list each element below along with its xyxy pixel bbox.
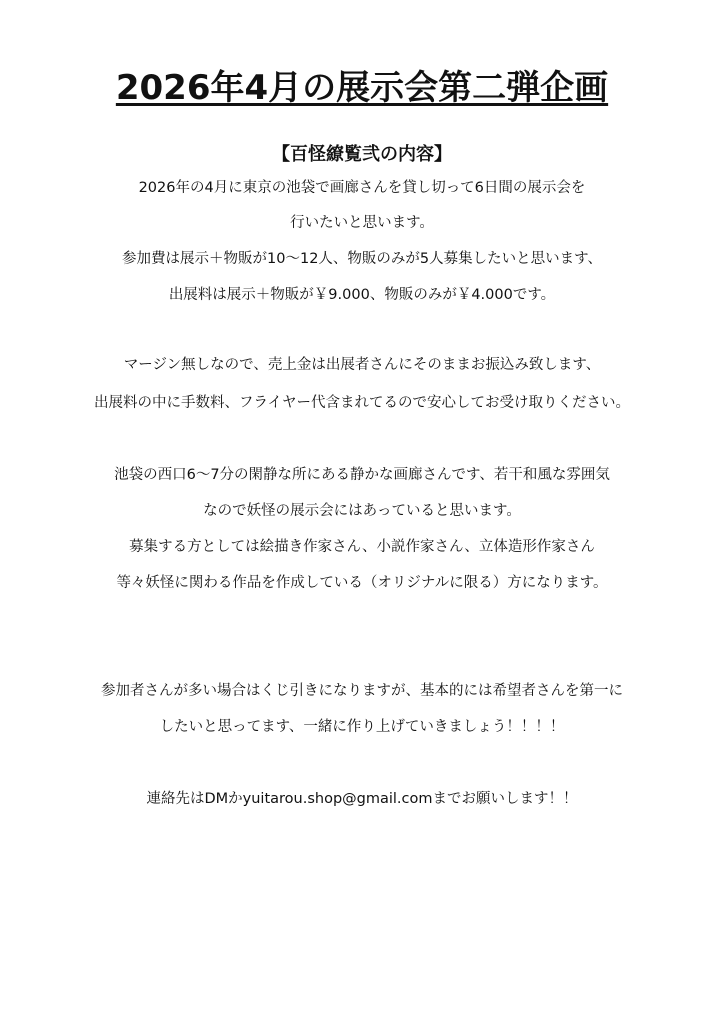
body-line-5: マージン無しなので、売上金は出展者さんにそのままお振込み致します、 [123, 357, 601, 373]
body-line-6: 出展料の中に手数料、フライヤー代含まれてるので安心してお受け取りください。 [93, 395, 631, 411]
body-line-11: 参加者さんが多い場合はくじ引きになりますが、基本的には希望者さんを第一に [101, 683, 623, 699]
body-line-8: なので妖怪の展示会にはあっていると思います。 [203, 503, 521, 519]
body-line-2: 行いたいと思います。 [290, 215, 434, 231]
document-title [0, 64, 724, 112]
section-heading: 【百怪繚覧弐の内容】 [272, 144, 452, 165]
body-line-3: 参加費は展示＋物販が10〜12人、物販のみが5人募集したいと思います、 [122, 251, 602, 267]
body-line-10: 等々妖怪に関わる作品を作成している（オリジナルに限る）方になります。 [116, 575, 608, 591]
document-title-text: 2026年4月の展示会第二弾企画 [115, 68, 609, 108]
body-line-7: 池袋の西口6〜7分の閑静な所にある静かな画廊さんです、若干和風な雰囲気 [114, 467, 610, 483]
body-line-9: 募集する方としては絵描き作家さん、小説作家さん、立体造形作家さん [129, 539, 595, 555]
body-line-1: 2026年の4月に東京の池袋で画廊さんを貸し切って6日間の展示会を [138, 180, 586, 196]
contact-line: 連絡先はDMかyuitarou.shop@gmail.comまでお願いします！！ [146, 791, 578, 807]
body-line-12: したいと思ってます、一緒に作り上げていきましょう！！！！ [159, 719, 565, 735]
body-line-4: 出展料は展示＋物販が￥9.000、物販のみが￥4.000です。 [168, 287, 556, 303]
